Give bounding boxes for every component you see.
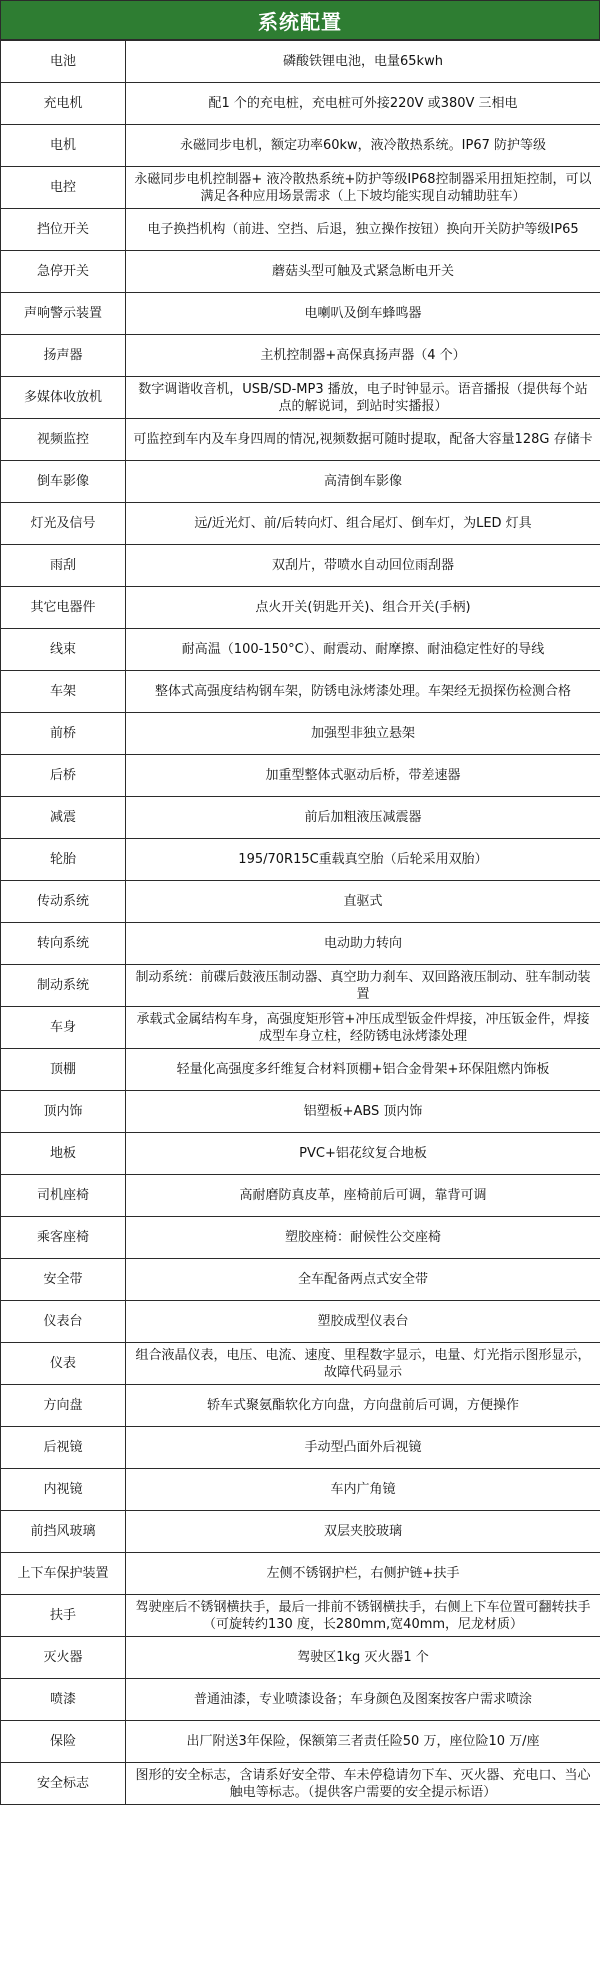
row-label: 顶棚 — [1, 1049, 126, 1091]
table-row — [1, 125, 600, 167]
table-row — [1, 755, 600, 797]
table-row — [1, 713, 600, 755]
row-value: 195/70R15C重载真空胎（后轮采用双胎） — [126, 839, 600, 881]
row-value: 电喇叭及倒车蜂鸣器 — [126, 293, 600, 335]
row-value: 电子换挡机构（前进、空挡、后退，独立操作按钮）换向开关防护等级IP65 — [126, 209, 600, 251]
table-row — [1, 881, 600, 923]
table-row — [1, 965, 600, 1007]
row-label: 扶手 — [1, 1595, 126, 1637]
row-value: 塑胶座椅：耐候性公交座椅 — [126, 1217, 600, 1259]
row-label: 顶内饰 — [1, 1091, 126, 1133]
table-row — [1, 1049, 600, 1091]
row-value: 驾驶区1kg 灭火器1 个 — [126, 1637, 600, 1679]
table-title: 系统配置 — [0, 0, 600, 40]
table-row — [1, 629, 600, 671]
config-table — [0, 40, 600, 1805]
table-row — [1, 503, 600, 545]
row-value: 主机控制器+高保真扬声器（4 个） — [126, 335, 600, 377]
row-label: 乘客座椅 — [1, 1217, 126, 1259]
table-row — [1, 167, 600, 209]
row-label: 多媒体收放机 — [1, 377, 126, 419]
table-row — [1, 1259, 600, 1301]
row-value: 耐高温（100-150°C）、耐震动、耐摩擦、耐油稳定性好的导线 — [126, 629, 600, 671]
row-value: 铝塑板+ABS 顶内饰 — [126, 1091, 600, 1133]
row-label: 电池 — [1, 41, 126, 83]
row-value: 制动系统：前碟后鼓液压制动器、真空助力刹车、双回路液压制动、驻车制动装置 — [126, 965, 600, 1007]
table-row — [1, 293, 600, 335]
row-value: 直驱式 — [126, 881, 600, 923]
row-label: 减震 — [1, 797, 126, 839]
table-row — [1, 377, 600, 419]
row-value: 图形的安全标志，含请系好安全带、车未停稳请勿下车、灭火器、充电口、当心触电等标志。（提供客户需要的安全提示标语） — [126, 1763, 600, 1805]
row-label: 电机 — [1, 125, 126, 167]
row-label: 方向盘 — [1, 1385, 126, 1427]
table-row — [1, 1763, 600, 1805]
row-value: 高清倒车影像 — [126, 461, 600, 503]
table-row — [1, 1343, 600, 1385]
row-label: 灭火器 — [1, 1637, 126, 1679]
table-row — [1, 1385, 600, 1427]
table-row — [1, 1217, 600, 1259]
row-label: 车身 — [1, 1007, 126, 1049]
table-row — [1, 335, 600, 377]
table-row — [1, 83, 600, 125]
row-label: 前挡风玻璃 — [1, 1511, 126, 1553]
table-row — [1, 419, 600, 461]
row-value: 永磁同步电机，额定功率60kw，液冷散热系统。IP67 防护等级 — [126, 125, 600, 167]
row-value: 点火开关(钥匙开关)、组合开关(手柄) — [126, 587, 600, 629]
table-row — [1, 1511, 600, 1553]
row-value: 双层夹胶玻璃 — [126, 1511, 600, 1553]
row-label: 安全标志 — [1, 1763, 126, 1805]
row-label: 安全带 — [1, 1259, 126, 1301]
row-label: 内视镜 — [1, 1469, 126, 1511]
row-value: 车内广角镜 — [126, 1469, 600, 1511]
row-label: 前桥 — [1, 713, 126, 755]
row-value: 普通油漆，专业喷漆设备；车身颜色及图案按客户需求喷涂 — [126, 1679, 600, 1721]
row-label: 仪表 — [1, 1343, 126, 1385]
table-row — [1, 1721, 600, 1763]
row-label: 倒车影像 — [1, 461, 126, 503]
row-label: 仪表台 — [1, 1301, 126, 1343]
row-label: 声响警示装置 — [1, 293, 126, 335]
row-label: 车架 — [1, 671, 126, 713]
table-row — [1, 839, 600, 881]
row-label: 电控 — [1, 167, 126, 209]
config-table-body — [1, 41, 600, 1805]
row-value: 永磁同步电机控制器+ 液冷散热系统+防护等级IP68控制器采用扭矩控制，可以满足各种应用场景需求（上下坡均能实现自动辅助驻车） — [126, 167, 600, 209]
row-label: 制动系统 — [1, 965, 126, 1007]
row-label: 扬声器 — [1, 335, 126, 377]
table-row — [1, 1091, 600, 1133]
row-label: 地板 — [1, 1133, 126, 1175]
table-row — [1, 209, 600, 251]
table-row — [1, 1133, 600, 1175]
table-row — [1, 1637, 600, 1679]
row-value: 蘑菇头型可触及式紧急断电开关 — [126, 251, 600, 293]
table-row — [1, 1595, 600, 1637]
row-label: 急停开关 — [1, 251, 126, 293]
row-value: 磷酸铁锂电池，电量65kwh — [126, 41, 600, 83]
table-row — [1, 587, 600, 629]
row-value: 驾驶座后不锈钢横扶手，最后一排前不锈钢横扶手，右侧上下车位置可翻转扶手（可旋转约130 度，长280mm,宽40mm，尼龙材质） — [126, 1595, 600, 1637]
table-row — [1, 923, 600, 965]
table-row — [1, 1469, 600, 1511]
row-value: 双刮片，带喷水自动回位雨刮器 — [126, 545, 600, 587]
row-label: 轮胎 — [1, 839, 126, 881]
row-label: 雨刮 — [1, 545, 126, 587]
row-value: 高耐磨防真皮革，座椅前后可调，靠背可调 — [126, 1175, 600, 1217]
table-row — [1, 1679, 600, 1721]
row-value: 整体式高强度结构钢车架，防锈电泳烤漆处理。车架经无损探伤检测合格 — [126, 671, 600, 713]
table-row — [1, 41, 600, 83]
row-label: 喷漆 — [1, 1679, 126, 1721]
row-value: 数字调谐收音机，USB/SD-MP3 播放，电子时钟显示。语音播报（提供每个站点的解说词，到站时实播报） — [126, 377, 600, 419]
row-label: 传动系统 — [1, 881, 126, 923]
table-row — [1, 1553, 600, 1595]
row-label: 司机座椅 — [1, 1175, 126, 1217]
row-value: 远/近光灯、前/后转向灯、组合尾灯、倒车灯，为LED 灯具 — [126, 503, 600, 545]
table-row — [1, 671, 600, 713]
row-label: 转向系统 — [1, 923, 126, 965]
row-value: 左侧不锈钢护栏，右侧护链+扶手 — [126, 1553, 600, 1595]
row-label: 其它电器件 — [1, 587, 126, 629]
row-label: 线束 — [1, 629, 126, 671]
row-value: 轿车式聚氨酯软化方向盘，方向盘前后可调，方便操作 — [126, 1385, 600, 1427]
row-value: 出厂附送3年保险，保额第三者责任险50 万，座位险10 万/座 — [126, 1721, 600, 1763]
table-row — [1, 1175, 600, 1217]
row-label: 保险 — [1, 1721, 126, 1763]
row-value: 加强型非独立悬架 — [126, 713, 600, 755]
row-value: 全车配备两点式安全带 — [126, 1259, 600, 1301]
row-value: 电动助力转向 — [126, 923, 600, 965]
row-value: PVC+铝花纹复合地板 — [126, 1133, 600, 1175]
row-value: 组合液晶仪表，电压、电流、速度、里程数字显示，电量、灯光指示图形显示，故障代码显示 — [126, 1343, 600, 1385]
row-value: 手动型凸面外后视镜 — [126, 1427, 600, 1469]
row-value: 塑胶成型仪表台 — [126, 1301, 600, 1343]
table-row — [1, 545, 600, 587]
row-value: 配1 个的充电桩，充电桩可外接220V 或380V 三相电 — [126, 83, 600, 125]
row-label: 视频监控 — [1, 419, 126, 461]
table-row — [1, 1301, 600, 1343]
row-value: 承载式金属结构车身，高强度矩形管+冲压成型钣金件焊接，冲压钣金件，焊接成型车身立柱，经防锈电泳烤漆处理 — [126, 1007, 600, 1049]
row-label: 上下车保护装置 — [1, 1553, 126, 1595]
table-row — [1, 461, 600, 503]
row-label: 后视镜 — [1, 1427, 126, 1469]
row-label: 充电机 — [1, 83, 126, 125]
table-row — [1, 1007, 600, 1049]
row-value: 加重型整体式驱动后桥，带差速器 — [126, 755, 600, 797]
row-label: 后桥 — [1, 755, 126, 797]
row-value: 轻量化高强度多纤维复合材料顶棚+铝合金骨架+环保阻燃内饰板 — [126, 1049, 600, 1091]
row-label: 挡位开关 — [1, 209, 126, 251]
table-row — [1, 797, 600, 839]
table-row — [1, 251, 600, 293]
row-label: 灯光及信号 — [1, 503, 126, 545]
table-row — [1, 1427, 600, 1469]
row-value: 前后加粗液压减震器 — [126, 797, 600, 839]
row-value: 可监控到车内及车身四周的情况,视频数据可随时提取，配备大容量128G 存储卡 — [126, 419, 600, 461]
